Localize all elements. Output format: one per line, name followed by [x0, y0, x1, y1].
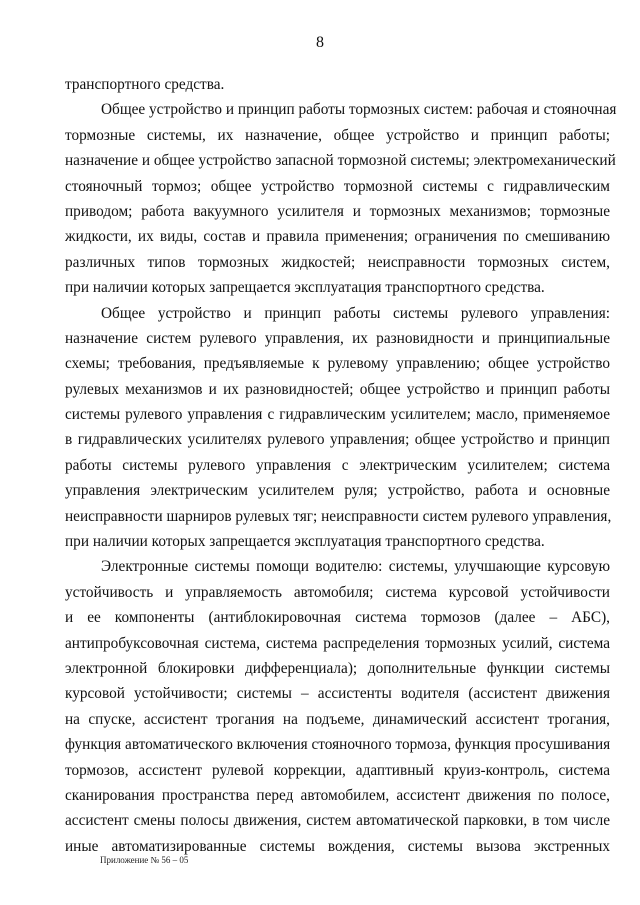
text-line: устойчивость и управляемость автомобиля; система курсовой устойчивости [65, 583, 610, 601]
text-line: различных типов тормозных жидкостей; неисправности тормозных систем, [65, 253, 610, 271]
text-line: тормозные системы, их назначение, общее устройство и принцип работы; [65, 126, 610, 144]
text-line: Общее устройство и принцип работы системы рулевого управления: [101, 304, 610, 322]
paragraph [65, 97, 617, 300]
text-line: рулевых механизмов и их разновидностей; общее устройство и принцип работы [65, 380, 610, 398]
text-line: стояночный тормоз; общее устройство тормозной системы с гидравлическим [65, 177, 610, 195]
text-line: назначение систем рулевого управления, их разновидности и принципиальные [65, 329, 610, 347]
document-body [65, 72, 617, 859]
paragraph [65, 72, 610, 97]
text-line: при наличии которых запрещается эксплуатация транспортного средства. [65, 279, 545, 297]
text-line: курсовой устойчивости; системы – ассистенты водителя (ассистент движения [65, 685, 610, 703]
text-line: антипробуксовочная система, система распределения тормозных усилий, система [65, 634, 610, 652]
text-line: ассистент смены полосы движения, систем автоматической парковки, в том числе [65, 812, 610, 830]
text-line: сканирования пространства перед автомобилем, ассистент движения по полосе, [65, 786, 610, 804]
text-line: назначение и общее устройство запасной тормозной системы; электромеханический [65, 152, 616, 170]
text-line: системы рулевого управления с гидравлическим усилителем; масло, применяемое [65, 406, 610, 424]
text-line: иные автоматизированные системы вождения, системы вызова экстренных [65, 837, 610, 855]
text-line: и ее компоненты (антиблокировочная система тормозов (далее – АБС), [65, 609, 610, 627]
footer-appendix-label: Приложение № 56 – 05 [100, 855, 189, 865]
text-line: в гидравлических усилителях рулевого управления; общее устройство и принцип [65, 431, 610, 449]
text-line: функция автоматического включения стояночного тормоза, функция просушивания [65, 736, 611, 754]
text-line: управления электрическим усилителем руля; устройство, работа и основные [65, 482, 610, 500]
text-line: Общее устройство и принцип работы тормозных систем: рабочая и стояночная [101, 101, 617, 119]
text-line: Электронные системы помощи водителю: системы, улучшающие курсовую [101, 558, 610, 576]
paragraph [65, 554, 610, 859]
text-line: транспортного средства. [65, 76, 225, 93]
text-line: на спуске, ассистент трогания на подъеме, динамический ассистент трогания, [65, 710, 610, 728]
text-line: тормозов, ассистент рулевой коррекции, адаптивный круиз-контроль, система [65, 761, 610, 779]
paragraph [65, 301, 610, 555]
text-line: жидкости, их виды, состав и правила применения; ограничения по смешиванию [65, 228, 610, 246]
text-line: схемы; требования, предъявляемые к рулевому управлению; общее устройство [65, 355, 610, 373]
text-line: при наличии которых запрещается эксплуатация транспортного средства. [65, 533, 545, 551]
page-number: 8 [316, 34, 324, 51]
text-line: электронной блокировки дифференциала); дополнительные функции системы [65, 659, 610, 677]
text-line: неисправности шарниров рулевых тяг; неисправности систем рулевого управления, [65, 507, 612, 525]
text-line: приводом; работа вакуумного усилителя и тормозных механизмов; тормозные [65, 202, 610, 220]
text-line: работы системы рулевого управления с электрическим усилителем; система [65, 456, 610, 474]
